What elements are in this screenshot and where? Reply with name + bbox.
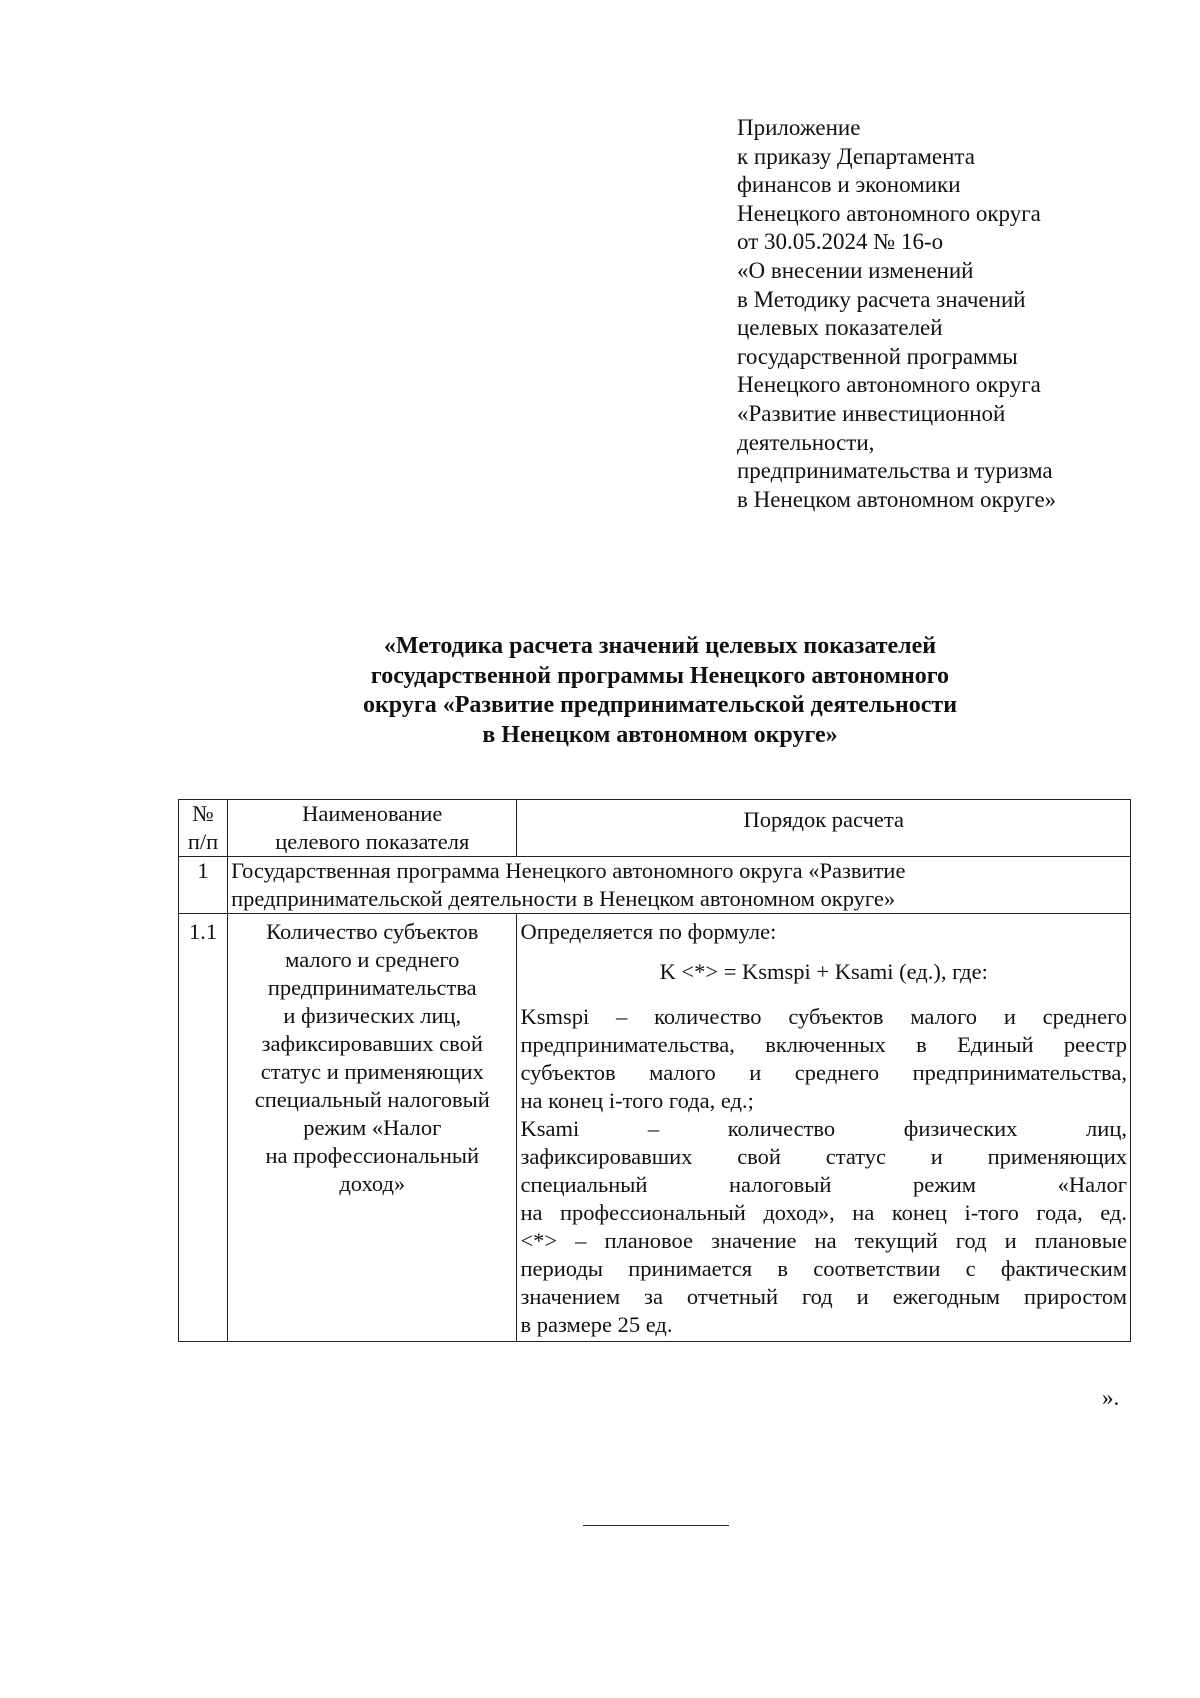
appendix-line: к приказу Департамента bbox=[737, 143, 975, 169]
appendix-line: от 30.05.2024 № 16-о bbox=[737, 229, 944, 255]
calc-line: Ksami – количество физических лиц, bbox=[520, 1116, 1127, 1141]
appendix-line: в Методику расчета значений bbox=[737, 286, 1026, 312]
calc-intro: Определяется по формуле: bbox=[520, 919, 777, 944]
appendix-line: финансов и экономики bbox=[737, 172, 961, 198]
appendix-line: «Развитие инвестиционной bbox=[737, 400, 1006, 426]
calc-line: Ksmspi – количество субъектов малого и среднего bbox=[520, 1004, 1127, 1029]
calc-formula: K <*> = Ksmspi + Ksami (ед.), где: bbox=[659, 959, 988, 984]
appendix-line: Приложение bbox=[737, 115, 861, 140]
table-header-row bbox=[179, 800, 1131, 857]
appendix-line: «О внесении изменений bbox=[737, 257, 974, 283]
row-number: 1 bbox=[179, 857, 228, 914]
row-number: 1.1 bbox=[179, 914, 228, 1342]
title-line: «Методика расчета значений целевых показателей bbox=[383, 633, 937, 659]
calc-line: периоды принимается в соответствии с фактическим bbox=[520, 1256, 1127, 1281]
program-name-cell: Государственная программа Ненецкого автономного округа «Развитие предпринимательской деятельности в Ненецком автономном округе» bbox=[228, 857, 1131, 914]
appendix-block bbox=[737, 114, 1137, 514]
closing-quote-mark: ». bbox=[1102, 1385, 1120, 1410]
document-title bbox=[180, 632, 1140, 750]
header-number: № п/п bbox=[179, 800, 228, 857]
indicator-name-cell: Количество субъектов малого и среднего предпринимательства и физических лиц, зафиксировавших свой статус и применяющих специальный налоговый режим «Налог на профессиональный доход» bbox=[228, 914, 517, 1342]
appendix-line: Ненецкого автономного округа bbox=[737, 200, 1041, 226]
calc-line: предпринимательства, включенных в Единый реестр bbox=[520, 1032, 1127, 1057]
title-line: государственной программы Ненецкого автономного bbox=[370, 662, 950, 689]
calc-line: на конец i-того года, ед.; bbox=[520, 1088, 754, 1113]
title-line: в Ненецком автономном округе» bbox=[482, 721, 838, 748]
title-line: округа «Развитие предпринимательской деятельности bbox=[362, 692, 958, 718]
header-indicator-name: Наименование целевого показателя bbox=[228, 800, 517, 857]
appendix-line: в Ненецком автономном округе» bbox=[737, 486, 1057, 512]
closing-rule bbox=[583, 1525, 729, 1526]
methodology-table bbox=[178, 799, 1131, 1342]
appendix-line: деятельности, bbox=[737, 429, 875, 455]
appendix-line: государственной программы bbox=[737, 343, 1018, 369]
appendix-line: Ненецкого автономного округа bbox=[737, 372, 1041, 398]
appendix-line: целевых показателей bbox=[737, 315, 943, 341]
calc-line: субъектов малого и среднего предпринимательства, bbox=[520, 1060, 1127, 1085]
calc-line: в размере 25 ед. bbox=[520, 1312, 673, 1337]
table-row bbox=[179, 914, 1131, 1342]
calc-line: <*> – плановое значение на текущий год и плановые bbox=[520, 1228, 1127, 1253]
header-calculation: Порядок расчета bbox=[517, 800, 1131, 857]
calc-line: значением за отчетный год и ежегодным приростом bbox=[520, 1284, 1127, 1309]
appendix-line: предпринимательства и туризма bbox=[737, 458, 1053, 484]
calculation-cell bbox=[517, 914, 1131, 1342]
calc-line: зафиксировавших свой статус и применяющих bbox=[520, 1144, 1127, 1169]
calc-line: специальный налоговый режим «Налог bbox=[520, 1172, 1127, 1197]
calc-line: на профессиональный доход», на конец i-того года, ед. bbox=[520, 1200, 1127, 1225]
table-row bbox=[179, 857, 1131, 914]
